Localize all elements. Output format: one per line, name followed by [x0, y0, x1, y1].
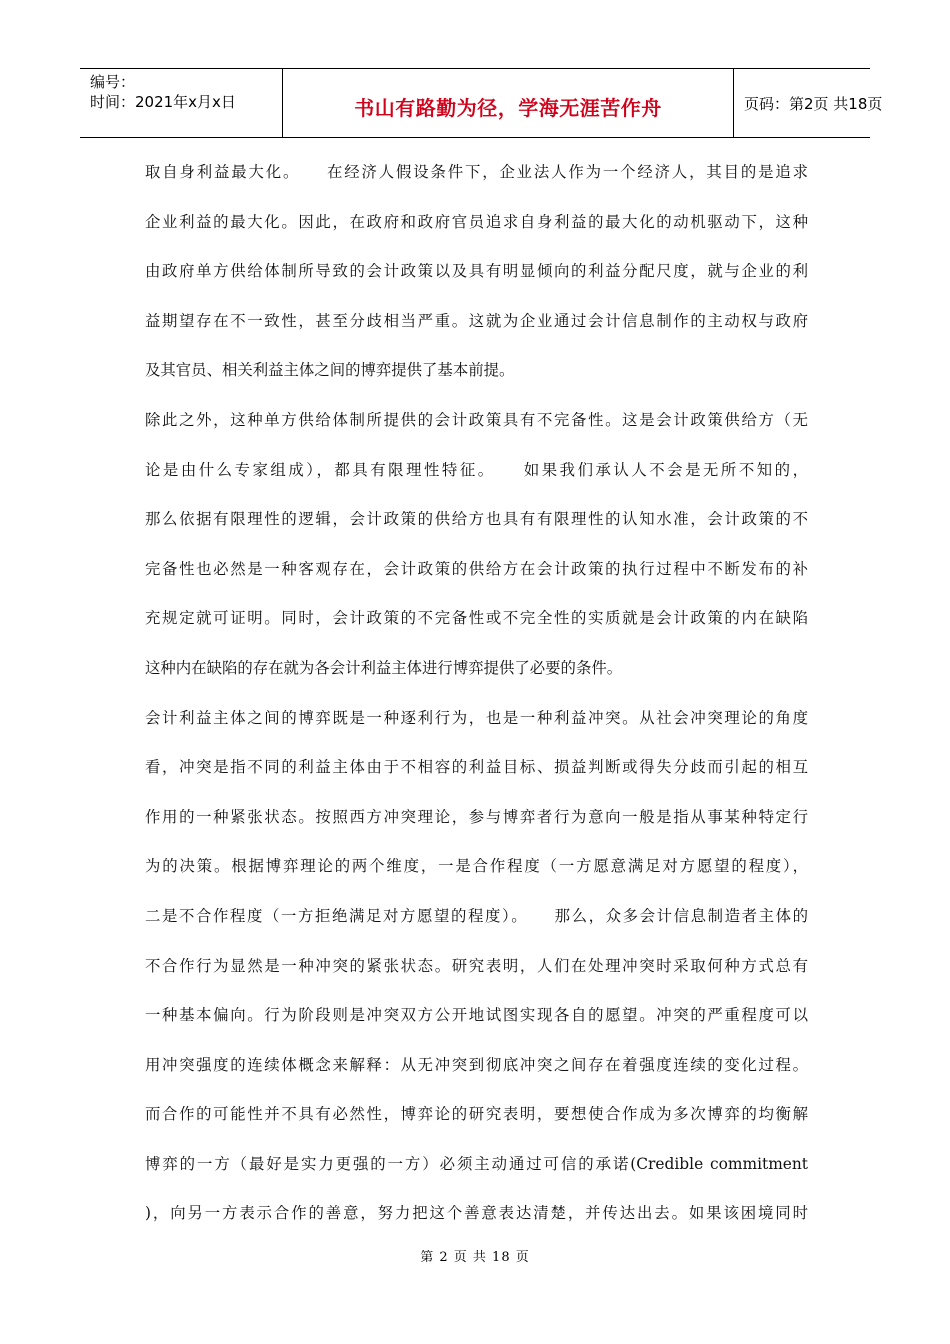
body-line: 作用的一种紧张状态。按照西方冲突理论，参与博弈者行为意向一般是指从事某种特定行 [145, 807, 808, 826]
body-line: 用冲突强度的连续体概念来解释：从无冲突到彻底冲突之间存在着强度连续的变化过程。 [145, 1055, 808, 1074]
body-line: 完备性也必然是一种客观存在，会计政策的供给方在会计政策的执行过程中不断发布的补 [145, 559, 808, 578]
document-time-label: 时间：2021年x月x日 [90, 93, 236, 111]
body-line: 这种内在缺陷的存在就为各会计利益主体进行博弈提供了必要的条件。 [145, 658, 623, 677]
body-line: 由政府单方供给体制所导致的会计政策以及具有明显倾向的利益分配尺度，就与企业的利 [145, 262, 808, 281]
body-line: 而合作的可能性并不具有必然性，博弈论的研究表明，要想使合作成为多次博弈的均衡解 [145, 1105, 808, 1124]
page-header [80, 68, 883, 138]
body-line: 看，冲突是指不同的利益主体由于不相容的利益目标、损益判断或得失分歧而引起的相互 [145, 758, 808, 777]
body-line: 一种基本偏向。行为阶段则是冲突双方公开地试图实现各自的愿望。冲突的严重程度可以 [145, 1006, 808, 1025]
body-line: 除此之外，这种单方供给体制所提供的会计政策具有不完备性。这是会计政策供给方（无 [145, 410, 808, 429]
body-line: 那么依据有限理性的逻辑，会计政策的供给方也具有有限理性的认知水准，会计政策的不 [145, 510, 808, 529]
body-line: 企业利益的最大化。因此，在政府和政府官员追求自身利益的最大化的动机驱动下，这种 [145, 212, 808, 231]
body-line: 论是由什么专家组成），都具有限理性特征。 如果我们承认人不会是无所不知的， [145, 460, 808, 479]
body-line: 会计利益主体之间的博弈既是一种逐利行为，也是一种利益冲突。从社会冲突理论的角度 [145, 708, 808, 727]
body-line: )，向另一方表示合作的善意，努力把这个善意表达清楚，并传达出去。如果该困境同时 [145, 1204, 808, 1223]
document-body [145, 148, 808, 1239]
body-line: 博弈的一方（最好是实力更强的一方）必须主动通过可信的承诺(Credible commitment [145, 1154, 808, 1173]
header-motto-cell [283, 69, 734, 137]
body-line: 及其官员、相关利益主体之间的博弈提供了基本前提。 [145, 361, 515, 380]
page-footer: 第 2 页 共 18 页 [420, 1250, 530, 1265]
header-motto: 书山有路勤为径，学海无涯苦作舟 [354, 96, 662, 120]
body-line: 不合作行为显然是一种冲突的紧张状态。研究表明，人们在处理冲突时采取何种方式总有 [145, 956, 808, 975]
body-line: 益期望存在不一致性，甚至分歧相当严重。这就为企业通过会计信息制作的主动权与政府 [145, 311, 808, 330]
header-page-info: 页码：第2页 共18页 [744, 95, 883, 113]
body-line: 取自身利益最大化。 在经济人假设条件下，企业法人作为一个经济人，其目的是追求 [145, 163, 808, 181]
header-page-cell [734, 69, 883, 137]
header-meta-cell [80, 69, 283, 137]
document-number-label: 编号： [90, 73, 136, 91]
body-line: 为的决策。根据博弈理论的两个维度，一是合作程度（一方愿意满足对方愿望的程度）， [145, 857, 808, 876]
body-line: 二是不合作程度（一方拒绝满足对方愿望的程度）。 那么，众多会计信息制造者主体的 [145, 906, 808, 925]
body-line: 充规定就可证明。同时，会计政策的不完备性或不完全性的实质就是会计政策的内在缺陷 [145, 609, 808, 628]
